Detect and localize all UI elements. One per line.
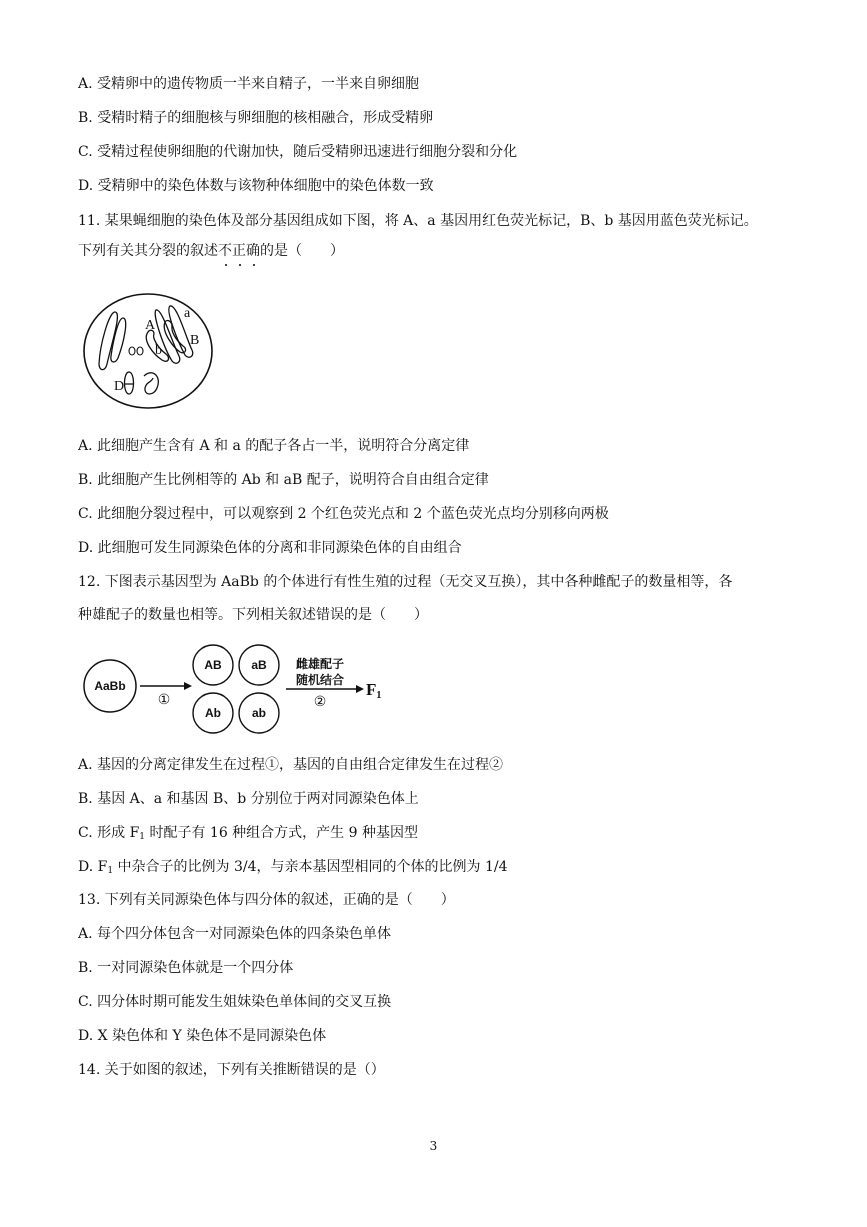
q12-option-d [78,857,508,881]
gamete-AB: AB [204,658,222,672]
q12-option-a: A. 基因的分离定律发生在过程①，基因的自由组合定律发生在过程② [78,757,504,773]
q12-c-pre: C. 形成 F [78,825,140,841]
arrow-1-head [184,682,192,690]
step-1-label: ① [157,693,171,708]
label-D: D [114,379,125,394]
q11-stem-emphasis: 不正确 [218,243,260,259]
q10-option-b: B. 受精时精子的细胞核与卵细胞的核相融合，形成受精卵 [78,110,434,126]
arrow-2-head [356,685,364,693]
page-number: 3 [429,1139,438,1153]
q14-stem: 14. 关于如图的叙述，下列有关推断错误的是（） [78,1062,385,1078]
q11-stem-line2 [78,241,344,261]
q13-option-b: B. 一对同源染色体就是一个四分体 [78,960,294,976]
chromosome-D [125,372,134,394]
q12-gamete-diagram [84,642,384,738]
q12-c-post: 时配子有 16 种组合方式，产生 9 种基因型 [145,825,418,841]
result-F1 [366,680,381,701]
step-2-label: ② [313,695,327,710]
q10-option-a: A. 受精卵中的遗传物质一半来自精子，一半来自卵细胞 [78,76,420,92]
q11-cell-figure [82,292,214,410]
label-A: A [145,318,156,333]
q11-option-d: D. 此细胞可发生同源染色体的分离和非同源染色体的自由组合 [78,540,462,556]
q13-option-c: C. 四分体时期可能发生姐妹染色单体间的交叉互换 [78,994,392,1010]
result-sub-1: 1 [376,690,382,701]
q11-stem-line1: 11. 某果蝇细胞的染色体及部分基因组成如下图，将 A、a 基因用红色荧光标记，B、b 基因用蓝色荧光标记。 [78,213,758,229]
q12-d-post: 中杂合子的比例为 3/4，与亲本基因型相同的个体的比例为 1/4 [113,859,508,875]
combine-label-2: 随机结合 [295,673,345,687]
q12-stem-line2: 种雄配子的数量也相等。下列相关叙述错误的是（ ） [78,607,428,623]
gamete-aB: aB [251,658,267,672]
q12-c-sub: 1 [139,832,146,842]
q12-d-pre: D. F [78,859,108,875]
q10-option-c: C. 受精过程使卵细胞的代谢加快，随后受精卵迅速进行细胞分裂和分化 [78,144,518,160]
dot-chromosome-2 [137,347,143,355]
gamete-ab: ab [251,706,267,720]
combine-label-1: 雌雄配子 [295,657,345,671]
q12-d-sub: 1 [107,866,114,876]
result-F: F [366,680,377,699]
q11-option-a: A. 此细胞产生含有 A 和 a 的配子各占一半，说明符合分离定律 [78,438,470,454]
chromosome-d [144,373,158,394]
q11-option-c: C. 此细胞分裂过程中，可以观察到 2 个红色荧光点和 2 个蓝色荧光点均分别移向两极 [78,506,609,522]
q12-option-b: B. 基因 A、a 和基因 B、b 分别位于两对同源染色体上 [78,791,419,807]
chromosome-left-1 [99,312,117,370]
q10-option-d: D. 受精卵中的染色体数与该物种体细胞中的染色体数一致 [78,178,434,194]
q11-stem-post: 的是（ ） [260,243,344,259]
q12-stem-line1: 12. 下图表示基因型为 AaBb 的个体进行有性生殖的过程（无交叉互换），其中各种雌配子的数量相等，各 [78,574,733,590]
dot-chromosome-1 [129,347,135,355]
q13-stem: 13. 下列有关同源染色体与四分体的叙述，正确的是（ ） [78,892,455,908]
label-b: b [155,343,162,358]
parent-genotype: AaBb [94,679,126,693]
label-B: B [190,333,200,348]
q11-option-b: B. 此细胞产生比例相等的 Ab 和 aB 配子，说明符合自由组合定律 [78,472,489,488]
q12-option-c [78,823,418,847]
q13-option-d: D. X 染色体和 Y 染色体不是同源染色体 [78,1028,327,1044]
label-a: a [184,306,191,321]
q11-stem-pre: 下列有关其分裂的叙述 [78,243,218,259]
q13-option-a: A. 每个四分体包含一对同源染色体的四条染色单体 [78,926,392,942]
gamete-Ab: Ab [205,706,221,720]
